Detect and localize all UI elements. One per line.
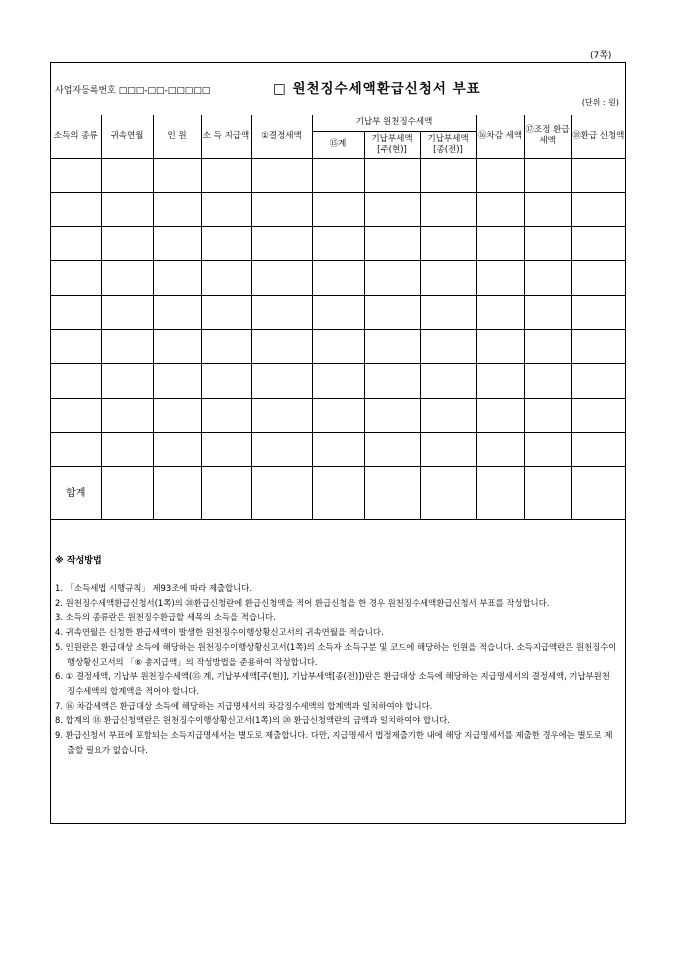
table-cell[interactable] <box>201 364 251 398</box>
table-cell[interactable] <box>364 158 420 192</box>
total-cell[interactable] <box>201 467 251 520</box>
table-cell[interactable] <box>101 364 153 398</box>
table-cell[interactable] <box>201 261 251 295</box>
table-cell[interactable] <box>51 432 101 466</box>
total-row <box>51 467 625 520</box>
header-adjusted-refund: ⑰조정 환급 세액 <box>524 115 571 158</box>
table-cell[interactable] <box>153 261 201 295</box>
table-cell[interactable] <box>312 261 364 295</box>
form-header <box>51 63 625 115</box>
table-cell[interactable] <box>312 158 364 192</box>
table-cell[interactable] <box>524 261 571 295</box>
table-cell[interactable] <box>476 158 524 192</box>
table-cell[interactable] <box>476 398 524 432</box>
instruction-item: 6. ① 결정세액, 기납부 원천징수세액(⑮ 계, 기납부세액[주(현)], 기납부세액[종(전)])란은 환급대상 소득에 해당하는 지급명세서의 결정세액, 기납부원천징수세액의 합계액을 적어야 합니다. <box>55 671 610 696</box>
table-cell[interactable] <box>420 158 476 192</box>
table-cell[interactable] <box>101 398 153 432</box>
table-cell[interactable] <box>420 295 476 329</box>
table-cell[interactable] <box>251 398 312 432</box>
table-cell[interactable] <box>571 329 625 363</box>
instruction-item: 2. 원천징수세액환급신청서(1쪽)의 ⑳환급신청란에 환급신청액을 적어 환급신청을 한 경우 원천징수세액환급신청서 부표를 작성합니다. <box>55 597 550 608</box>
table-cell[interactable] <box>101 158 153 192</box>
table-cell[interactable] <box>201 227 251 261</box>
table-cell[interactable] <box>571 227 625 261</box>
table-cell[interactable] <box>571 192 625 226</box>
table-cell[interactable] <box>153 158 201 192</box>
table-cell[interactable] <box>101 329 153 363</box>
table-cell[interactable] <box>571 158 625 192</box>
total-cell[interactable] <box>476 467 524 520</box>
total-cell[interactable] <box>364 467 420 520</box>
table-cell[interactable] <box>251 227 312 261</box>
header-deducted-tax: ⑯차감 세액 <box>476 115 524 158</box>
table-cell[interactable] <box>524 329 571 363</box>
table-cell[interactable] <box>524 432 571 466</box>
instructions-title: ※ 작성방법 <box>55 556 102 566</box>
instruction-item: 4. 귀속연월은 신청한 환급세액이 발생한 원천징수이행상황신고서의 귀속연월을 적습니다. <box>55 627 384 638</box>
table-row <box>51 227 625 261</box>
table-cell[interactable] <box>364 192 420 226</box>
business-registration-number-label: 사업자등록번호 □□□-□□-□□□□□ <box>55 86 211 96</box>
table-cell[interactable] <box>312 432 364 466</box>
total-cell[interactable] <box>524 467 571 520</box>
table-cell[interactable] <box>251 261 312 295</box>
table-cell[interactable] <box>312 227 364 261</box>
table-row <box>51 192 625 226</box>
table-cell[interactable] <box>312 329 364 363</box>
table-cell[interactable] <box>51 192 101 226</box>
table-cell[interactable] <box>364 261 420 295</box>
table-cell[interactable] <box>571 432 625 466</box>
instruction-item: 3. 소득의 종류란은 원천징수환급할 세목의 소득을 적습니다. <box>55 612 276 623</box>
table-cell[interactable] <box>420 364 476 398</box>
header-prepaid-previous: 기납부세액 [종(전)] <box>420 131 476 158</box>
header-determined-tax: ①결정세액 <box>251 115 312 158</box>
table-cell[interactable] <box>571 261 625 295</box>
table-row <box>51 432 625 466</box>
table-row <box>51 295 625 329</box>
header-attribution-year-month: 귀속연월 <box>101 115 153 158</box>
table-cell[interactable] <box>364 227 420 261</box>
table-cell[interactable] <box>476 329 524 363</box>
table-cell[interactable] <box>51 227 101 261</box>
total-cell[interactable] <box>251 467 312 520</box>
table-cell[interactable] <box>476 261 524 295</box>
table-cell[interactable] <box>101 432 153 466</box>
instruction-item: 9. 환급신청서 부표에 포함되는 소득지급명세서는 별도로 제출합니다. 다만, 지급명세서 법정제출기한 내에 해당 지급명세서를 제출한 경우에는 별도로 제출할 필요가 없습니다. <box>55 730 613 755</box>
table-cell[interactable] <box>524 364 571 398</box>
header-persons: 인 원 <box>153 115 201 158</box>
table-cell[interactable] <box>153 398 201 432</box>
page-number: (7쪽) <box>590 51 612 61</box>
table-cell[interactable] <box>312 192 364 226</box>
table-cell[interactable] <box>251 329 312 363</box>
table-cell[interactable] <box>571 398 625 432</box>
table-cell[interactable] <box>364 432 420 466</box>
total-cell[interactable] <box>312 467 364 520</box>
table-cell[interactable] <box>201 329 251 363</box>
table-cell[interactable] <box>420 329 476 363</box>
table-cell[interactable] <box>201 398 251 432</box>
table-cell[interactable] <box>312 295 364 329</box>
table-cell[interactable] <box>312 364 364 398</box>
table-cell[interactable] <box>51 364 101 398</box>
table-cell[interactable] <box>153 227 201 261</box>
total-cell[interactable] <box>420 467 476 520</box>
table-cell[interactable] <box>476 192 524 226</box>
table-cell[interactable] <box>524 192 571 226</box>
table-cell[interactable] <box>201 158 251 192</box>
table-cell[interactable] <box>251 158 312 192</box>
table-cell[interactable] <box>101 261 153 295</box>
table-cell[interactable] <box>251 192 312 226</box>
header-prepaid-total: ⑮계 <box>312 131 364 158</box>
table-cell[interactable] <box>420 192 476 226</box>
table-cell[interactable] <box>51 398 101 432</box>
table-body <box>51 158 625 520</box>
table-cell[interactable] <box>153 432 201 466</box>
table-cell[interactable] <box>364 329 420 363</box>
table-row <box>51 158 625 192</box>
table-cell[interactable] <box>312 398 364 432</box>
table-cell[interactable] <box>51 261 101 295</box>
total-label: 합계 <box>51 467 101 520</box>
table-cell[interactable] <box>420 227 476 261</box>
table-cell[interactable] <box>153 295 201 329</box>
header-income-type: 소득의 종류 <box>51 115 101 158</box>
table-cell[interactable] <box>524 398 571 432</box>
total-cell[interactable] <box>153 467 201 520</box>
table-cell[interactable] <box>420 261 476 295</box>
instructions-list <box>55 581 617 757</box>
table-cell[interactable] <box>476 295 524 329</box>
table-cell[interactable] <box>571 364 625 398</box>
table-cell[interactable] <box>476 432 524 466</box>
table-row <box>51 398 625 432</box>
table-cell[interactable] <box>201 432 251 466</box>
table-cell[interactable] <box>364 398 420 432</box>
instruction-item: 5. 인원란은 환급대상 소득에 해당하는 원천징수이행상황신고서(1쪽)의 소득자 소득구분 및 코드에 해당하는 인원을 적습니다. 소득지급액란은 원천징수이행상황신고서의 「⑥ 총지급액」의 작성방법을 준용하여 작성합니다. <box>55 641 617 667</box>
instructions-section <box>51 525 625 824</box>
table-cell[interactable] <box>524 158 571 192</box>
total-cell[interactable] <box>571 467 625 520</box>
table-cell[interactable] <box>476 364 524 398</box>
table-cell[interactable] <box>101 227 153 261</box>
header-prepaid-main: 기납부세액 [주(현)] <box>364 131 420 158</box>
table-row <box>51 261 625 295</box>
table-cell[interactable] <box>153 192 201 226</box>
table-cell[interactable] <box>251 432 312 466</box>
instruction-item: 1. 「소득세법 시행규칙」 제93조에 따라 제출합니다. <box>55 583 252 593</box>
table-cell[interactable] <box>201 192 251 226</box>
table-cell[interactable] <box>524 227 571 261</box>
table-cell[interactable] <box>51 295 101 329</box>
table-cell[interactable] <box>251 364 312 398</box>
table-cell[interactable] <box>571 295 625 329</box>
table-cell[interactable] <box>101 295 153 329</box>
table-cell[interactable] <box>251 295 312 329</box>
table-cell[interactable] <box>51 329 101 363</box>
table-cell[interactable] <box>153 364 201 398</box>
table-cell[interactable] <box>153 329 201 363</box>
table-cell[interactable] <box>476 227 524 261</box>
instruction-item: 8. 합계의 ⑱ 환급신청액란은 원천징수이행상황신고서(1쪽)의 ⑳ 환급신청액란의 금액과 일치하여야 합니다. <box>55 715 450 726</box>
table-row <box>51 329 625 363</box>
header-prepaid-withholding-group: 기납부 원천징수세액 <box>312 115 476 131</box>
table-cell[interactable] <box>101 192 153 226</box>
unit-label: (단위 : 원) <box>581 98 619 107</box>
table-cell[interactable] <box>420 432 476 466</box>
header-income-paid: 소 득 지급액 <box>201 115 251 158</box>
table-cell[interactable] <box>201 295 251 329</box>
form-title: □ 원천징수세액환급신청서 부표 <box>273 81 481 97</box>
total-cell[interactable] <box>101 467 153 520</box>
refund-schedule-table <box>51 115 625 520</box>
instruction-item: 7. ⑯ 차감세액은 환급대상 소득에 해당하는 지급명세서의 차감징수세액의 합계액과 일치하여야 합니다. <box>55 700 433 711</box>
form-frame <box>50 62 626 824</box>
table-cell[interactable] <box>364 364 420 398</box>
header-refund-request: ⑱환급 신청액 <box>571 115 625 158</box>
table-cell[interactable] <box>420 398 476 432</box>
table-row <box>51 364 625 398</box>
table-cell[interactable] <box>364 295 420 329</box>
table-cell[interactable] <box>524 295 571 329</box>
table-cell[interactable] <box>51 158 101 192</box>
